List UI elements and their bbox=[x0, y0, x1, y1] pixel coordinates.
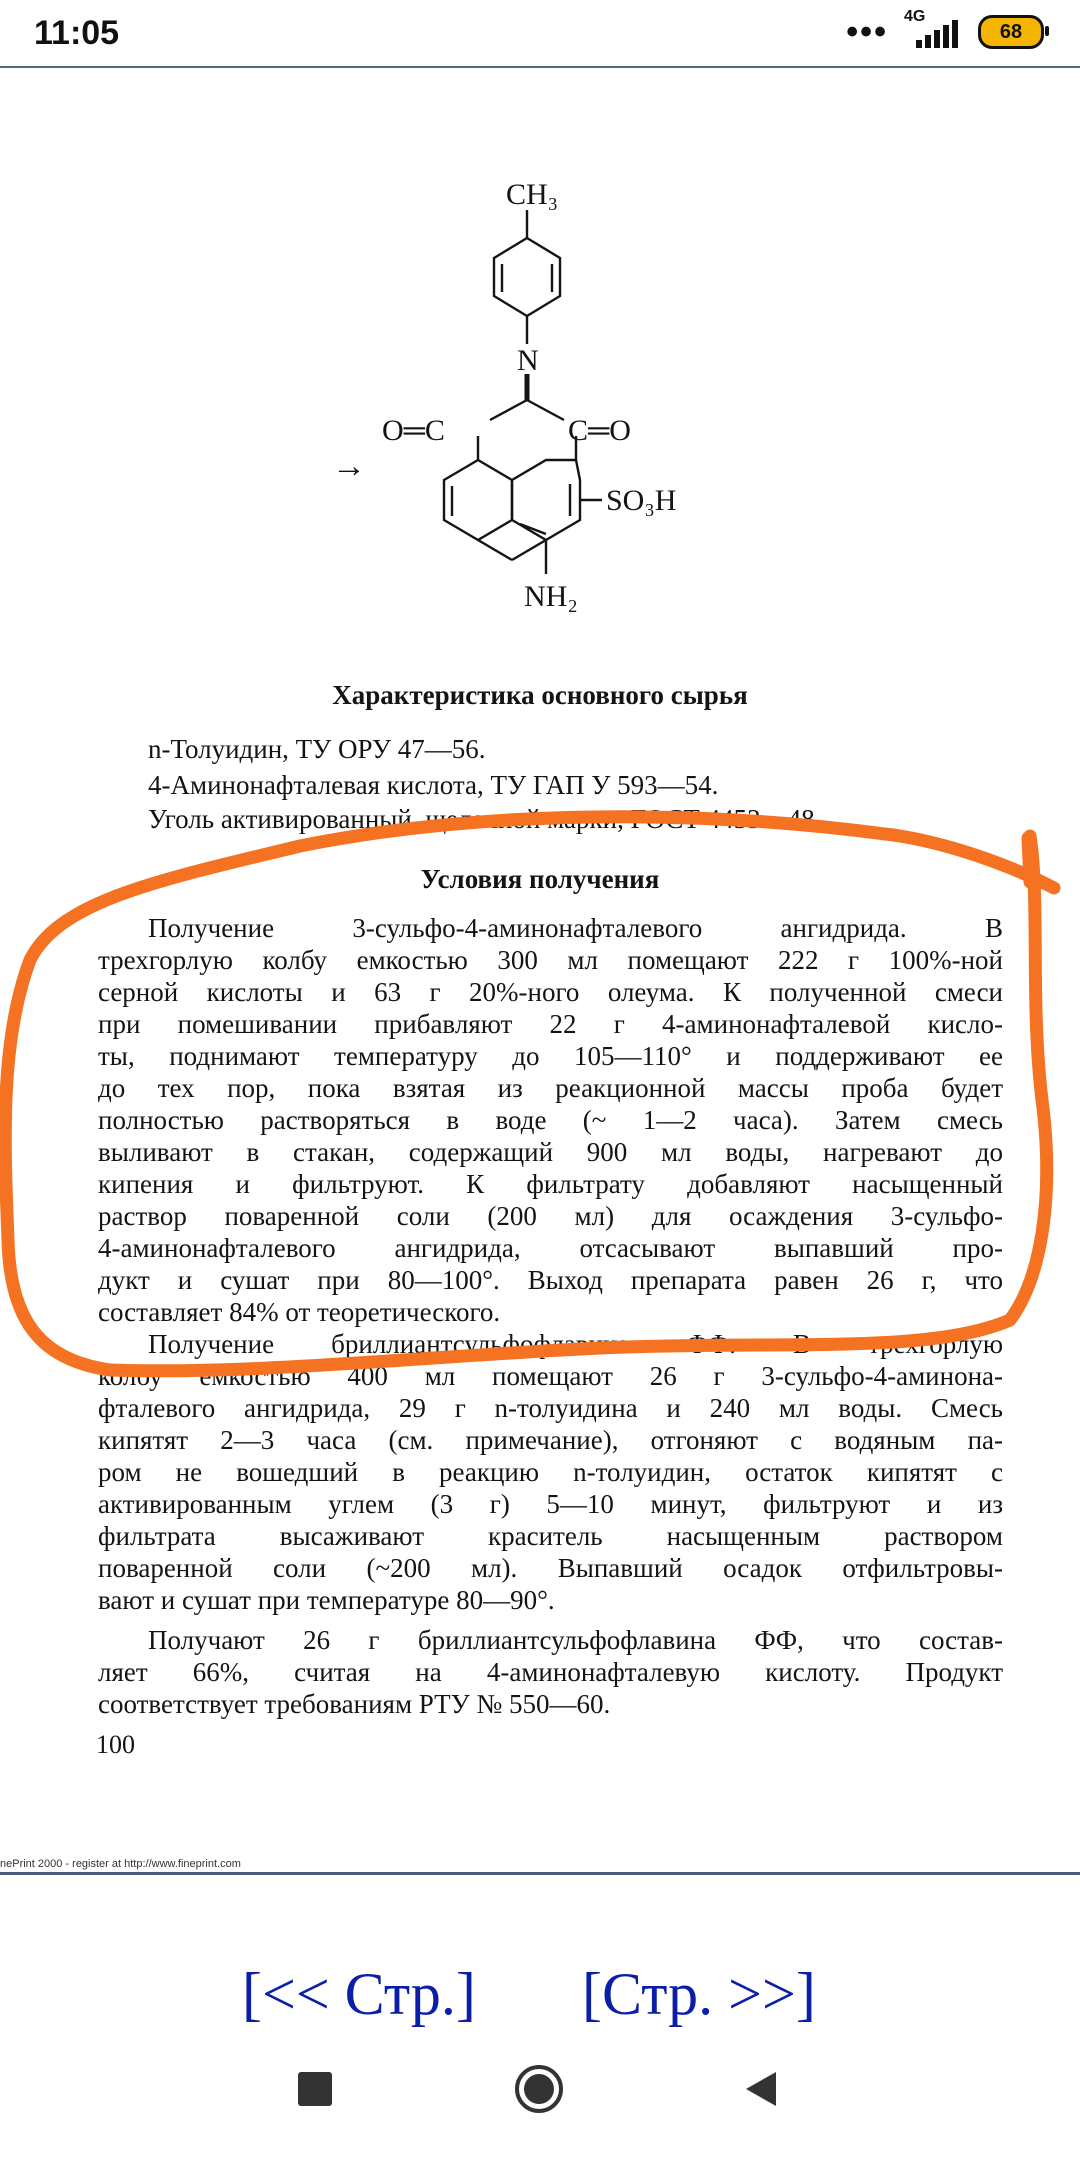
battery-level: 68 bbox=[999, 20, 1023, 43]
network-type: 4G bbox=[904, 8, 926, 25]
text-line: раствор поваренной соли (200 мл) для осаждения 3-сульфо- bbox=[98, 1201, 1003, 1231]
text-line: поваренной соли (~200 мл). Выпавший осадок отфильтровы- bbox=[98, 1553, 1003, 1583]
amino-group-label: NH₂ bbox=[524, 580, 578, 613]
next-page-link[interactable]: [Стр. >>] bbox=[582, 1961, 816, 2027]
raw-line-1: n-Толуидин, ТУ ОРУ 47—56. bbox=[148, 734, 486, 764]
conditions-heading: Условия получения bbox=[420, 864, 660, 894]
signal-bars-icon bbox=[916, 20, 958, 48]
status-time: 11:05 bbox=[34, 14, 120, 52]
text-line: составляет 84% от теоретического. bbox=[98, 1297, 501, 1327]
carbonyl-right-label: C═O bbox=[568, 414, 631, 447]
ch3-label: CH₃ bbox=[506, 178, 559, 211]
signal-icon bbox=[902, 8, 964, 50]
status-icons bbox=[846, 8, 1044, 51]
back-icon[interactable] bbox=[746, 2072, 776, 2106]
text-line: ром не вошедший в реакцию n-толуидин, остаток кипятят с bbox=[98, 1457, 1003, 1487]
text-line: дукт и сушат при 80—100°. Выход препарата равен 26 г, что bbox=[98, 1265, 1003, 1295]
reaction-arrow: → bbox=[332, 448, 366, 485]
text-line: ты, поднимают температуру до 105—110° и поддерживают ее bbox=[98, 1041, 1003, 1071]
recent-apps-icon[interactable] bbox=[298, 2072, 332, 2106]
battery-icon bbox=[978, 15, 1044, 49]
text-line: серной кислоты и 63 г 20%-ного олеума. К полученной смеси bbox=[98, 977, 1003, 1007]
text-line: полностью растворяться в воде (~ 1—2 часа). Затем смесь bbox=[98, 1105, 1003, 1135]
text-line: фталевого ангидрида, 29 г n-толуидина и 240 мл воды. Смесь bbox=[98, 1393, 1003, 1423]
prev-page-link[interactable]: [<< Стр.] bbox=[242, 1961, 476, 2027]
carbonyl-left-label: O═C bbox=[382, 414, 445, 447]
page-bottom-divider bbox=[0, 1872, 1080, 1875]
text-line: Получают 26 г бриллиантсульфофлавина ФФ, что состав- bbox=[148, 1625, 1003, 1655]
page-number: 100 bbox=[96, 1730, 135, 1759]
sulfo-group-label: SO₃H bbox=[606, 484, 677, 517]
text-line: колбу емкостью 400 мл помещают 26 г 3-сульфо-4-аминона- bbox=[98, 1361, 1003, 1391]
text-line: трехгорлую колбу емкостью 300 мл помещают 222 г 100%-ной bbox=[98, 945, 1003, 975]
status-bar bbox=[0, 0, 1080, 66]
notification-dots-icon: ••• bbox=[846, 13, 888, 51]
raw-materials-heading: Характеристика основного сырья bbox=[332, 680, 748, 710]
text-line: Получение бриллиантсульфофлавина ФФ. В трехгорлую bbox=[148, 1329, 1003, 1359]
text-line: при помешивании прибавляют 22 г 4-аминонафталевой кисло- bbox=[98, 1009, 1003, 1039]
home-icon[interactable] bbox=[517, 2067, 561, 2111]
text-line: кипятят 2—3 часа (см. примечание), отгоняют с водяным па- bbox=[98, 1425, 1003, 1455]
system-navigation-bar bbox=[0, 2050, 1080, 2160]
text-line: выливают в стакан, содержащий 900 мл воды, нагревают до bbox=[98, 1137, 1003, 1167]
text-line: фильтрата высаживают краситель насыщенным раствором bbox=[98, 1521, 1003, 1551]
nitrogen-label: N bbox=[517, 344, 539, 377]
text-line: Получение 3-сульфо-4-аминонафталевого ангидрида. В bbox=[148, 913, 1003, 943]
chemical-structure bbox=[320, 178, 780, 738]
raw-line-3: Уголь активированный, щелочной марки, ГОСТ 4453—48. bbox=[148, 804, 822, 834]
print-footer-note: nePrint 2000 - register at http://www.fineprint.com bbox=[0, 1858, 241, 1870]
text-line: до тех пор, пока взятая из реакционной массы проба будет bbox=[98, 1073, 1003, 1103]
text-line: ляет 66%, считая на 4-аминонафталевую кислоту. Продукт bbox=[98, 1657, 1003, 1687]
text-line: вают и сушат при температуре 80—90°. bbox=[98, 1585, 555, 1615]
text-line: активированным углем (3 г) 5—10 минут, фильтруют и из bbox=[98, 1489, 1003, 1519]
text-line: 4-аминонафталевого ангидрида, отсасывают выпавший про- bbox=[98, 1233, 1003, 1263]
scanned-page bbox=[0, 68, 1080, 1868]
page-navigation bbox=[0, 1876, 1080, 2046]
text-line: кипения и фильтруют. К фильтрату добавляют насыщенный bbox=[98, 1169, 1003, 1199]
raw-line-2: 4-Аминонафталевая кислота, ТУ ГАП У 593—54. bbox=[148, 770, 719, 800]
text-line: соответствует требованиям РТУ № 550—60. bbox=[98, 1689, 611, 1719]
